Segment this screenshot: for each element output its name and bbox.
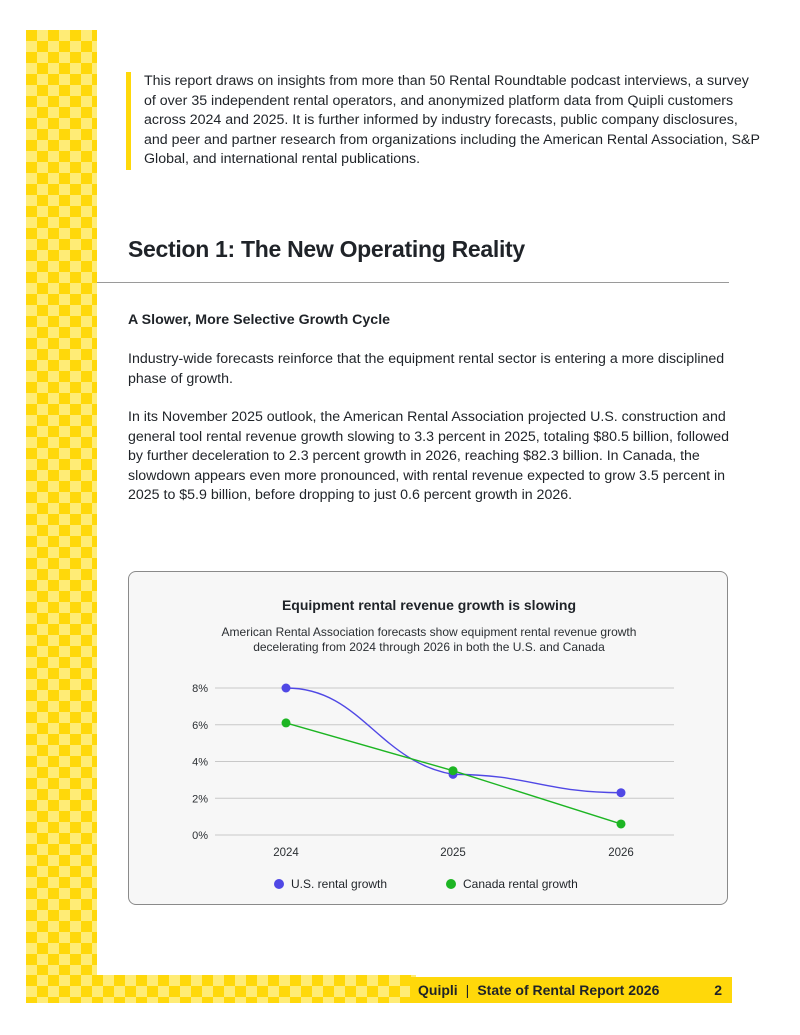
y-tick-label: 0% xyxy=(192,830,208,842)
footer-bar xyxy=(410,977,732,1003)
y-tick-label: 4% xyxy=(192,756,208,769)
line-chart xyxy=(129,572,729,906)
data-point xyxy=(282,718,291,727)
data-point xyxy=(449,766,458,775)
x-tick-label: 2026 xyxy=(608,847,634,859)
decorative-bottom-pattern xyxy=(26,975,416,1003)
chart-subtitle: American Rental Association forecasts show equipment rental revenue growth decelerating from 2024 through 2026 in both the U.S. and Canada xyxy=(221,625,637,654)
intro-callout: This report draws on insights from more than 50 Rental Roundtable podcast interviews, a survey of over 35 independent rental operators, and anonymized platform data from Quipli customers across 2024 and 2025. It is further informed by industry forecasts, public company disclosures, and peer and partner research from organizations including the American Rental Association, S&P Global, and international rental publications. xyxy=(126,72,764,170)
legend-marker xyxy=(446,879,456,889)
section-divider xyxy=(97,282,729,283)
footer-report-title: State of Rental Report 2026 xyxy=(477,982,660,998)
data-point xyxy=(617,819,626,828)
body-paragraph: In its November 2025 outlook, the American Rental Association projected U.S. construction and general tool rental revenue growth slowing to 3.3 percent in 2025, totaling $80.5 billion, followed by further deceleration to 2.3 percent growth in 2026, reaching $82.3 billion. In Canada, the slowdown appears even more pronounced, with rental revenue expected to grow 3.5 percent in 2025 to $5.9 billion, before dropping to just 0.6 percent growth in 2026. xyxy=(128,409,729,504)
section-title: Section 1: The New Operating Reality xyxy=(128,236,525,262)
footer-brand: Quipli xyxy=(418,982,458,998)
chart-card xyxy=(128,571,728,905)
y-tick-label: 6% xyxy=(192,719,208,732)
body-paragraph: Industry-wide forecasts reinforce that the equipment rental sector is entering a more disciplined phase of growth. xyxy=(128,351,725,387)
x-tick-label: 2024 xyxy=(273,847,299,859)
page-number: 2 xyxy=(714,982,722,998)
y-tick-label: 2% xyxy=(192,793,208,806)
legend-label: Canada rental growth xyxy=(463,877,578,891)
data-point xyxy=(617,788,626,797)
data-point xyxy=(282,684,291,693)
y-tick-label: 8% xyxy=(192,683,208,695)
x-tick-label: 2025 xyxy=(440,847,466,859)
legend-marker xyxy=(274,879,284,889)
legend-label: U.S. rental growth xyxy=(291,877,388,891)
decorative-side-pattern xyxy=(26,30,97,975)
chart-title: Equipment rental revenue growth is slowing xyxy=(281,597,577,613)
footer-separator: | xyxy=(465,982,470,998)
subsection-heading: A Slower, More Selective Growth Cycle xyxy=(128,312,391,328)
